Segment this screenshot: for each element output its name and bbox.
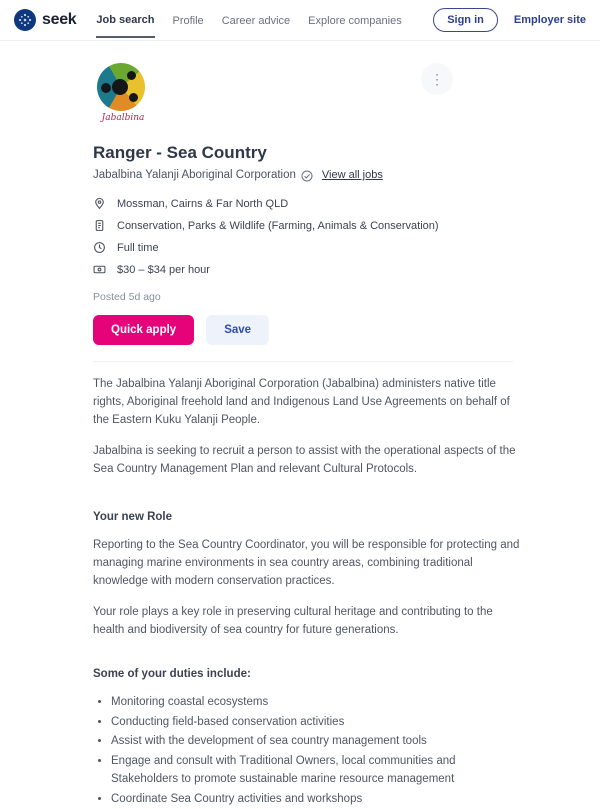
description-paragraph: Your role plays a key role in preserving cultural heritage and contributing to the health and biodiversity of sea country for future generations.: [93, 606, 493, 637]
company-row: [93, 169, 540, 181]
section-divider: [93, 361, 513, 362]
duty-item: • Engage and consult with Traditional Owners, local communities and Stakeholders to promote sustainable marine resource management: [111, 753, 521, 789]
duty-item: • Assist with the development of sea country management tools: [111, 733, 521, 751]
seek-logo[interactable]: [14, 9, 76, 31]
header-right-actions: [433, 8, 586, 32]
job-worktype: Full time: [117, 241, 159, 254]
main-nav: [96, 2, 401, 38]
job-title: Ranger - Sea Country: [93, 143, 267, 162]
nav-profile[interactable]: Profile: [172, 15, 204, 27]
description-paragraph: The Jabalbina Yalanji Aboriginal Corporation (Jabalbina) administers native title rights, Aboriginal freehold land and Indigenous Land Use Agreements on behalf of the Eastern Kuku Yalanji People.: [93, 378, 510, 426]
view-all-jobs-link[interactable]: View all jobs: [321, 169, 383, 181]
action-buttons: [93, 315, 540, 345]
kebab-menu-icon: ⋮: [430, 71, 444, 87]
clock-icon: [93, 241, 106, 254]
nav-explore-companies[interactable]: Explore companies: [308, 15, 402, 27]
save-button[interactable]: Save: [206, 315, 269, 345]
company-logo: [97, 63, 145, 111]
salary-icon: [93, 263, 106, 276]
job-salary: $30 – $34 per hour: [117, 263, 210, 276]
job-category: Conservation, Parks & Wildlife (Farming, Animals & Conservation): [117, 219, 439, 232]
sign-in-button[interactable]: Sign in: [433, 8, 498, 32]
employer-site-link[interactable]: Employer site: [513, 14, 586, 26]
section-heading-duties: Some of your duties include:: [93, 667, 251, 680]
duty-item: • Conducting field-based conservation activities: [111, 714, 521, 732]
nav-career-advice[interactable]: Career advice: [221, 15, 291, 27]
detail-salary: [93, 263, 540, 276]
posted-date: Posted 5d ago: [93, 291, 161, 303]
description-paragraph: Reporting to the Sea Country Coordinator, you will be responsible for protecting and managing marine environments in sea country areas, combining traditional knowledge with modern conservation practices.: [93, 538, 520, 587]
description-paragraph: Jabalbina is seeking to recruit a person to assist with the operational aspects of the Sea Country Management Plan and relevant Cultural Protocols.: [93, 445, 516, 476]
company-logo-caption: Jabalbina: [101, 113, 145, 123]
duty-item: • Monitoring coastal ecosystems: [111, 694, 521, 712]
location-pin-icon: [93, 197, 106, 210]
verified-badge-icon: [301, 169, 313, 181]
section-heading-role: Your new Role: [93, 511, 173, 524]
category-icon: [93, 219, 106, 232]
job-details-list: [93, 197, 540, 276]
top-navigation-bar: [0, 0, 600, 41]
seek-wordmark: seek: [42, 11, 77, 28]
nav-job-search[interactable]: Job search: [96, 2, 154, 38]
duty-item: • Coordinate Sea Country activities and workshops: [111, 791, 521, 809]
quick-apply-button[interactable]: Quick apply: [93, 315, 194, 345]
seek-globe-icon: [14, 9, 36, 31]
company-logo-block: [93, 63, 153, 123]
job-description: [93, 376, 521, 809]
company-name: Jabalbina Yalanji Aboriginal Corporation: [93, 169, 296, 181]
job-details-card: [0, 41, 540, 809]
more-options-button[interactable]: [421, 63, 453, 95]
detail-category: [93, 219, 540, 232]
duties-list: [111, 694, 521, 809]
detail-location: [93, 197, 540, 210]
detail-worktype: [93, 241, 540, 254]
job-location: Mossman, Cairns & Far North QLD: [117, 197, 289, 210]
